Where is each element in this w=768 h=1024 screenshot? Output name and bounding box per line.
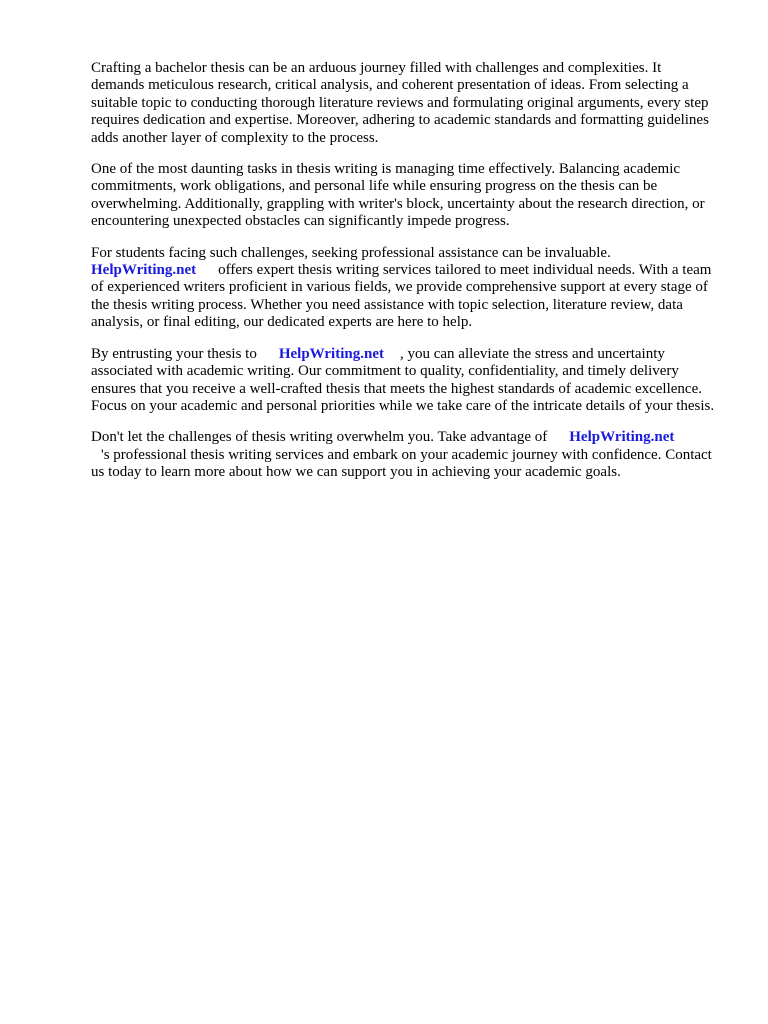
helpwriting-link[interactable]: HelpWriting.net bbox=[91, 262, 197, 279]
paragraph-assistance bbox=[91, 245, 718, 332]
paragraph-call-to-action-text-before: Don't let the challenges of thesis writing overwhelm you. Take advantage of bbox=[91, 429, 548, 446]
paragraph-call-to-action-text-after: 's professional thesis writing services and embark on your academic journey with confidence. Contact us today to learn more about how we can support you in achieving your academic goals. bbox=[91, 446, 712, 481]
helpwriting-link[interactable]: HelpWriting.net bbox=[278, 345, 384, 362]
paragraph-time-management-text: One of the most daunting tasks in thesis writing is managing time effectively. Balancing academic commitments, work obligations, and personal life while ensuring progress on the thesis can be overwhelming. Additionally, grappling with writer's block, uncertainty about the research direction, or encountering unexpected obstacles can significantly impede progress. bbox=[91, 161, 705, 230]
helpwriting-link[interactable]: HelpWriting.net bbox=[569, 429, 675, 446]
paragraph-entrusting-text-before: By entrusting your thesis to bbox=[91, 345, 257, 362]
paragraph-call-to-action bbox=[91, 429, 718, 481]
document-page bbox=[91, 60, 718, 496]
paragraph-intro bbox=[91, 60, 718, 147]
paragraph-entrusting bbox=[91, 346, 718, 416]
paragraph-time-management bbox=[91, 161, 718, 231]
paragraph-intro-text: Crafting a bachelor thesis can be an arduous journey filled with challenges and complexities. It demands meticulous research, critical analysis, and coherent presentation of ideas. From selecting a suitable topic to conducting thorough literature reviews and formulating original arguments, every step requires dedication and expertise. Moreover, adhering to academic standards and formatting guidelines adds another layer of complexity to the process. bbox=[91, 60, 709, 146]
paragraph-entrusting-text-after: , you can alleviate the stress and uncertainty associated with academic writing. Our commitment to quality, confidentiality, and timely delivery ensures that you receive a well-crafted thesis that meets the highest standards of academic excellence. Focus on your academic and personal priorities while we take care of the intricate details of your thesis. bbox=[91, 345, 715, 414]
paragraph-assistance-text-after: offers expert thesis writing services tailored to meet individual needs. With a team of experienced writers proficient in various fields, we provide comprehensive support at every stage of the thesis writing process. Whether you need assistance with topic selection, literature review, data analysis, or final editing, our dedicated experts are here to help. bbox=[91, 262, 712, 331]
paragraph-assistance-text-before: For students facing such challenges, seeking professional assistance can be invaluable. bbox=[91, 244, 611, 261]
